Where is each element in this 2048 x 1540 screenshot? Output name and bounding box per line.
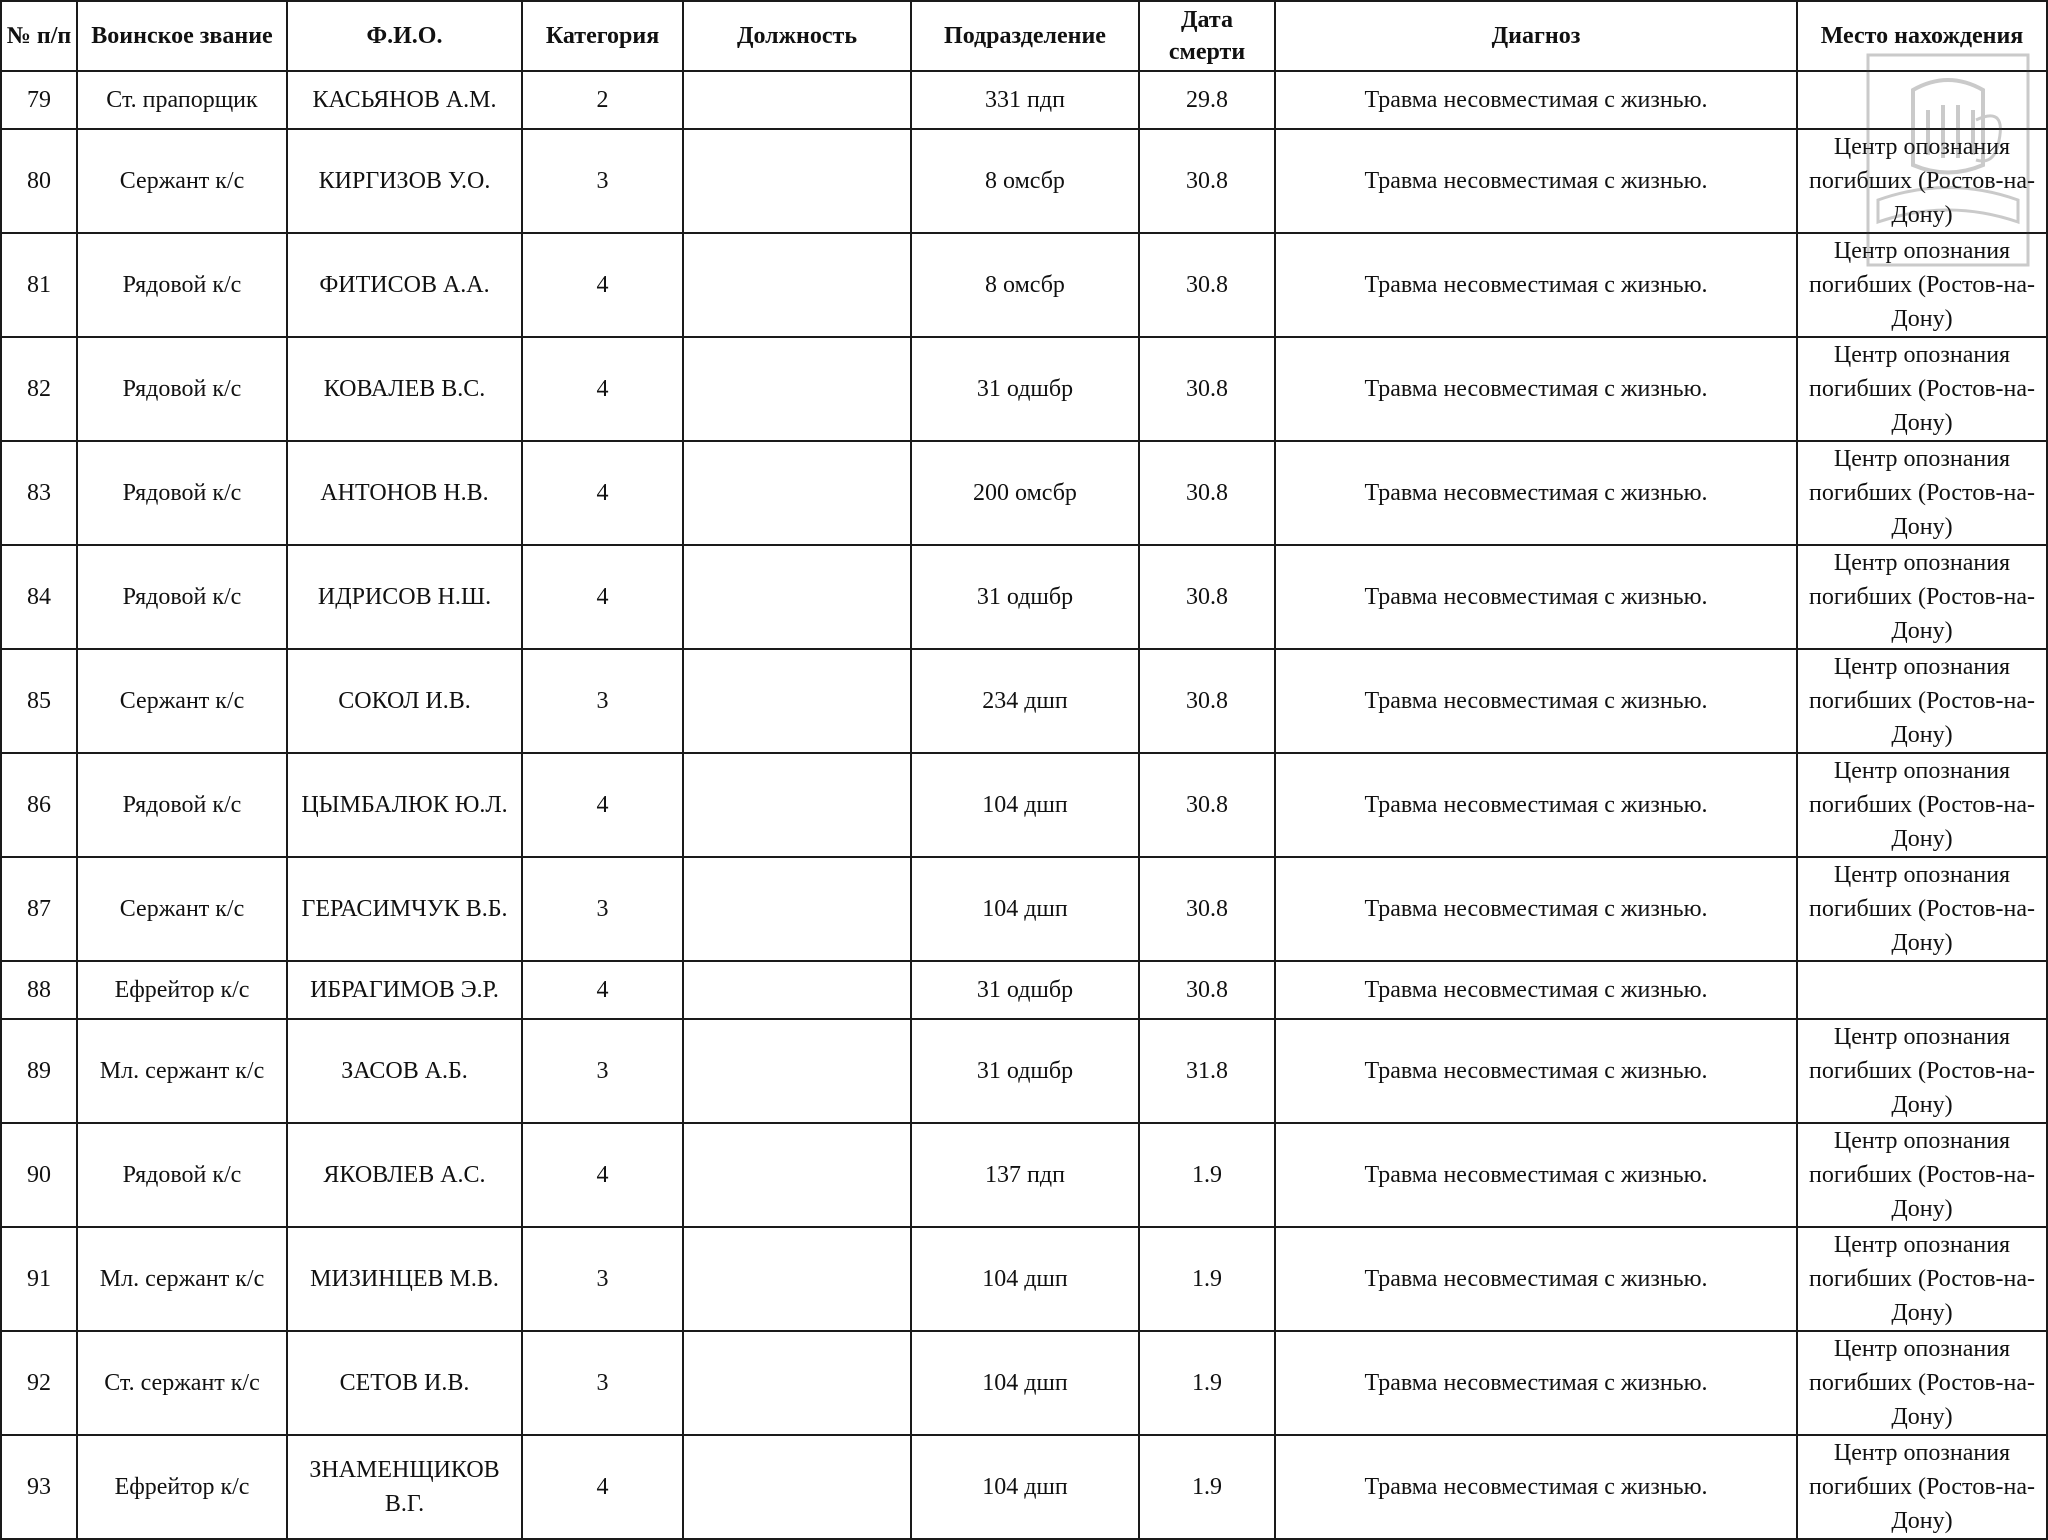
cell-rank: Рядовой к/с bbox=[77, 545, 287, 649]
table-row bbox=[1, 545, 2047, 649]
cell-location: Центр опознания погибших (Ростов-на-Дону) bbox=[1797, 1123, 2047, 1227]
cell-name: ЦЫМБАЛЮК Ю.Л. bbox=[287, 753, 522, 857]
cell-rank: Ефрейтор к/с bbox=[77, 961, 287, 1019]
cell-position bbox=[683, 129, 911, 233]
cell-location: Центр опознания погибших (Ростов-на-Дону) bbox=[1797, 233, 2047, 337]
cell-num: 84 bbox=[1, 545, 77, 649]
table-row bbox=[1, 649, 2047, 753]
cell-unit: 104 дшп bbox=[911, 1331, 1139, 1435]
table-row bbox=[1, 961, 2047, 1019]
cell-unit: 104 дшп bbox=[911, 1227, 1139, 1331]
cell-diagnosis: Травма несовместимая с жизнью. bbox=[1275, 1331, 1797, 1435]
cell-location: Центр опознания погибших (Ростов-на-Дону) bbox=[1797, 129, 2047, 233]
table-row bbox=[1, 71, 2047, 129]
cell-rank: Ст. прапорщик bbox=[77, 71, 287, 129]
cell-unit: 31 одшбр bbox=[911, 1019, 1139, 1123]
cell-category: 3 bbox=[522, 857, 683, 961]
cell-category: 2 bbox=[522, 71, 683, 129]
table-row bbox=[1, 1019, 2047, 1123]
cell-location: Центр опознания погибших (Ростов-на-Дону) bbox=[1797, 857, 2047, 961]
cell-unit: 200 омсбр bbox=[911, 441, 1139, 545]
cell-num: 87 bbox=[1, 857, 77, 961]
cell-unit: 31 одшбр bbox=[911, 337, 1139, 441]
cell-diagnosis: Травма несовместимая с жизнью. bbox=[1275, 649, 1797, 753]
cell-name: СОКОЛ И.В. bbox=[287, 649, 522, 753]
cell-date: 1.9 bbox=[1139, 1123, 1275, 1227]
cell-date: 30.8 bbox=[1139, 545, 1275, 649]
cell-category: 4 bbox=[522, 545, 683, 649]
cell-location: Центр опознания погибших (Ростов-на-Дону) bbox=[1797, 441, 2047, 545]
cell-date: 30.8 bbox=[1139, 753, 1275, 857]
cell-unit: 31 одшбр bbox=[911, 961, 1139, 1019]
cell-name: МИЗИНЦЕВ М.В. bbox=[287, 1227, 522, 1331]
cell-rank: Рядовой к/с bbox=[77, 337, 287, 441]
cell-category: 4 bbox=[522, 753, 683, 857]
cell-category: 4 bbox=[522, 441, 683, 545]
cell-location: Центр опознания погибших (Ростов-на-Дону) bbox=[1797, 1435, 2047, 1539]
header-category: Категория bbox=[522, 1, 683, 71]
cell-location bbox=[1797, 961, 2047, 1019]
table-row bbox=[1, 753, 2047, 857]
cell-location: Центр опознания погибших (Ростов-на-Дону) bbox=[1797, 753, 2047, 857]
cell-diagnosis: Травма несовместимая с жизнью. bbox=[1275, 441, 1797, 545]
cell-name: ЗНАМЕНЩИКОВ В.Г. bbox=[287, 1435, 522, 1539]
cell-category: 3 bbox=[522, 1331, 683, 1435]
cell-location: Центр опознания погибших (Ростов-на-Дону) bbox=[1797, 1331, 2047, 1435]
header-position: Должность bbox=[683, 1, 911, 71]
cell-category: 4 bbox=[522, 1123, 683, 1227]
cell-position bbox=[683, 857, 911, 961]
cell-diagnosis: Травма несовместимая с жизнью. bbox=[1275, 1019, 1797, 1123]
cell-num: 85 bbox=[1, 649, 77, 753]
cell-unit: 331 пдп bbox=[911, 71, 1139, 129]
cell-num: 93 bbox=[1, 1435, 77, 1539]
cell-date: 1.9 bbox=[1139, 1435, 1275, 1539]
cell-position bbox=[683, 753, 911, 857]
cell-position bbox=[683, 1331, 911, 1435]
cell-location: Центр опознания погибших (Ростов-на-Дону) bbox=[1797, 1227, 2047, 1331]
cell-position bbox=[683, 1435, 911, 1539]
table-row bbox=[1, 129, 2047, 233]
cell-position bbox=[683, 337, 911, 441]
cell-name: СЕТОВ И.В. bbox=[287, 1331, 522, 1435]
cell-rank: Сержант к/с bbox=[77, 857, 287, 961]
cell-date: 30.8 bbox=[1139, 337, 1275, 441]
table-row bbox=[1, 1331, 2047, 1435]
cell-num: 80 bbox=[1, 129, 77, 233]
cell-num: 86 bbox=[1, 753, 77, 857]
cell-name: КАСЬЯНОВ А.М. bbox=[287, 71, 522, 129]
table-row bbox=[1, 1227, 2047, 1331]
cell-rank: Ст. сержант к/с bbox=[77, 1331, 287, 1435]
header-name: Ф.И.О. bbox=[287, 1, 522, 71]
cell-category: 3 bbox=[522, 649, 683, 753]
table-row bbox=[1, 1435, 2047, 1539]
cell-date: 31.8 bbox=[1139, 1019, 1275, 1123]
cell-rank: Ефрейтор к/с bbox=[77, 1435, 287, 1539]
cell-rank: Сержант к/с bbox=[77, 649, 287, 753]
cell-name: ЯКОВЛЕВ А.С. bbox=[287, 1123, 522, 1227]
header-rank: Воинское звание bbox=[77, 1, 287, 71]
cell-name: ФИТИСОВ А.А. bbox=[287, 233, 522, 337]
cell-rank: Рядовой к/с bbox=[77, 753, 287, 857]
cell-unit: 8 омсбр bbox=[911, 233, 1139, 337]
header-unit: Подразделение bbox=[911, 1, 1139, 71]
table-row bbox=[1, 233, 2047, 337]
cell-name: КОВАЛЕВ В.С. bbox=[287, 337, 522, 441]
cell-name: АНТОНОВ Н.В. bbox=[287, 441, 522, 545]
cell-unit: 8 омсбр bbox=[911, 129, 1139, 233]
cell-date: 30.8 bbox=[1139, 233, 1275, 337]
cell-diagnosis: Травма несовместимая с жизнью. bbox=[1275, 753, 1797, 857]
cell-category: 4 bbox=[522, 961, 683, 1019]
cell-rank: Рядовой к/с bbox=[77, 441, 287, 545]
cell-date: 30.8 bbox=[1139, 961, 1275, 1019]
cell-location: Центр опознания погибших (Ростов-на-Дону) bbox=[1797, 649, 2047, 753]
cell-diagnosis: Травма несовместимая с жизнью. bbox=[1275, 71, 1797, 129]
cell-date: 30.8 bbox=[1139, 129, 1275, 233]
cell-num: 92 bbox=[1, 1331, 77, 1435]
cell-name: ГЕРАСИМЧУК В.Б. bbox=[287, 857, 522, 961]
cell-category: 4 bbox=[522, 1435, 683, 1539]
cell-location bbox=[1797, 71, 2047, 129]
cell-diagnosis: Травма несовместимая с жизнью. bbox=[1275, 961, 1797, 1019]
cell-category: 3 bbox=[522, 1227, 683, 1331]
cell-name: ЗАСОВ А.Б. bbox=[287, 1019, 522, 1123]
cell-location: Центр опознания погибших (Ростов-на-Дону) bbox=[1797, 1019, 2047, 1123]
cell-num: 81 bbox=[1, 233, 77, 337]
cell-unit: 234 дшп bbox=[911, 649, 1139, 753]
cell-diagnosis: Травма несовместимая с жизнью. bbox=[1275, 129, 1797, 233]
cell-unit: 104 дшп bbox=[911, 753, 1139, 857]
cell-unit: 104 дшп bbox=[911, 857, 1139, 961]
cell-position bbox=[683, 545, 911, 649]
cell-num: 91 bbox=[1, 1227, 77, 1331]
cell-position bbox=[683, 441, 911, 545]
header-location: Место нахождения bbox=[1797, 1, 2047, 71]
cell-num: 83 bbox=[1, 441, 77, 545]
cell-unit: 31 одшбр bbox=[911, 545, 1139, 649]
cell-position bbox=[683, 649, 911, 753]
cell-name: КИРГИЗОВ У.О. bbox=[287, 129, 522, 233]
cell-date: 30.8 bbox=[1139, 441, 1275, 545]
cell-num: 89 bbox=[1, 1019, 77, 1123]
table-row bbox=[1, 857, 2047, 961]
header-diagnosis: Диагноз bbox=[1275, 1, 1797, 71]
header-date: Дата смерти bbox=[1139, 1, 1275, 71]
cell-rank: Мл. сержант к/с bbox=[77, 1019, 287, 1123]
cell-category: 4 bbox=[522, 337, 683, 441]
cell-date: 29.8 bbox=[1139, 71, 1275, 129]
table-row bbox=[1, 441, 2047, 545]
cell-location: Центр опознания погибших (Ростов-на-Дону) bbox=[1797, 545, 2047, 649]
cell-category: 3 bbox=[522, 1019, 683, 1123]
cell-diagnosis: Травма несовместимая с жизнью. bbox=[1275, 233, 1797, 337]
cell-diagnosis: Травма несовместимая с жизнью. bbox=[1275, 1435, 1797, 1539]
cell-position bbox=[683, 961, 911, 1019]
cell-name: ИДРИСОВ Н.Ш. bbox=[287, 545, 522, 649]
cell-category: 3 bbox=[522, 129, 683, 233]
cell-category: 4 bbox=[522, 233, 683, 337]
cell-num: 79 bbox=[1, 71, 77, 129]
cell-position bbox=[683, 233, 911, 337]
cell-rank: Рядовой к/с bbox=[77, 233, 287, 337]
cell-rank: Сержант к/с bbox=[77, 129, 287, 233]
cell-num: 82 bbox=[1, 337, 77, 441]
cell-rank: Мл. сержант к/с bbox=[77, 1227, 287, 1331]
cell-location: Центр опознания погибших (Ростов-на-Дону) bbox=[1797, 337, 2047, 441]
cell-diagnosis: Травма несовместимая с жизнью. bbox=[1275, 1123, 1797, 1227]
table-row bbox=[1, 337, 2047, 441]
cell-diagnosis: Травма несовместимая с жизнью. bbox=[1275, 857, 1797, 961]
cell-date: 30.8 bbox=[1139, 649, 1275, 753]
cell-position bbox=[683, 1123, 911, 1227]
cell-unit: 104 дшп bbox=[911, 1435, 1139, 1539]
cell-date: 1.9 bbox=[1139, 1227, 1275, 1331]
cell-diagnosis: Травма несовместимая с жизнью. bbox=[1275, 545, 1797, 649]
cell-date: 30.8 bbox=[1139, 857, 1275, 961]
cell-num: 90 bbox=[1, 1123, 77, 1227]
cell-diagnosis: Травма несовместимая с жизнью. bbox=[1275, 337, 1797, 441]
cell-position bbox=[683, 1019, 911, 1123]
cell-date: 1.9 bbox=[1139, 1331, 1275, 1435]
header-num: № п/п bbox=[1, 1, 77, 71]
table-row bbox=[1, 1123, 2047, 1227]
cell-position bbox=[683, 71, 911, 129]
header-row bbox=[1, 1, 2047, 71]
cell-name: ИБРАГИМОВ Э.Р. bbox=[287, 961, 522, 1019]
cell-rank: Рядовой к/с bbox=[77, 1123, 287, 1227]
cell-diagnosis: Травма несовместимая с жизнью. bbox=[1275, 1227, 1797, 1331]
cell-position bbox=[683, 1227, 911, 1331]
cell-unit: 137 пдп bbox=[911, 1123, 1139, 1227]
cell-num: 88 bbox=[1, 961, 77, 1019]
